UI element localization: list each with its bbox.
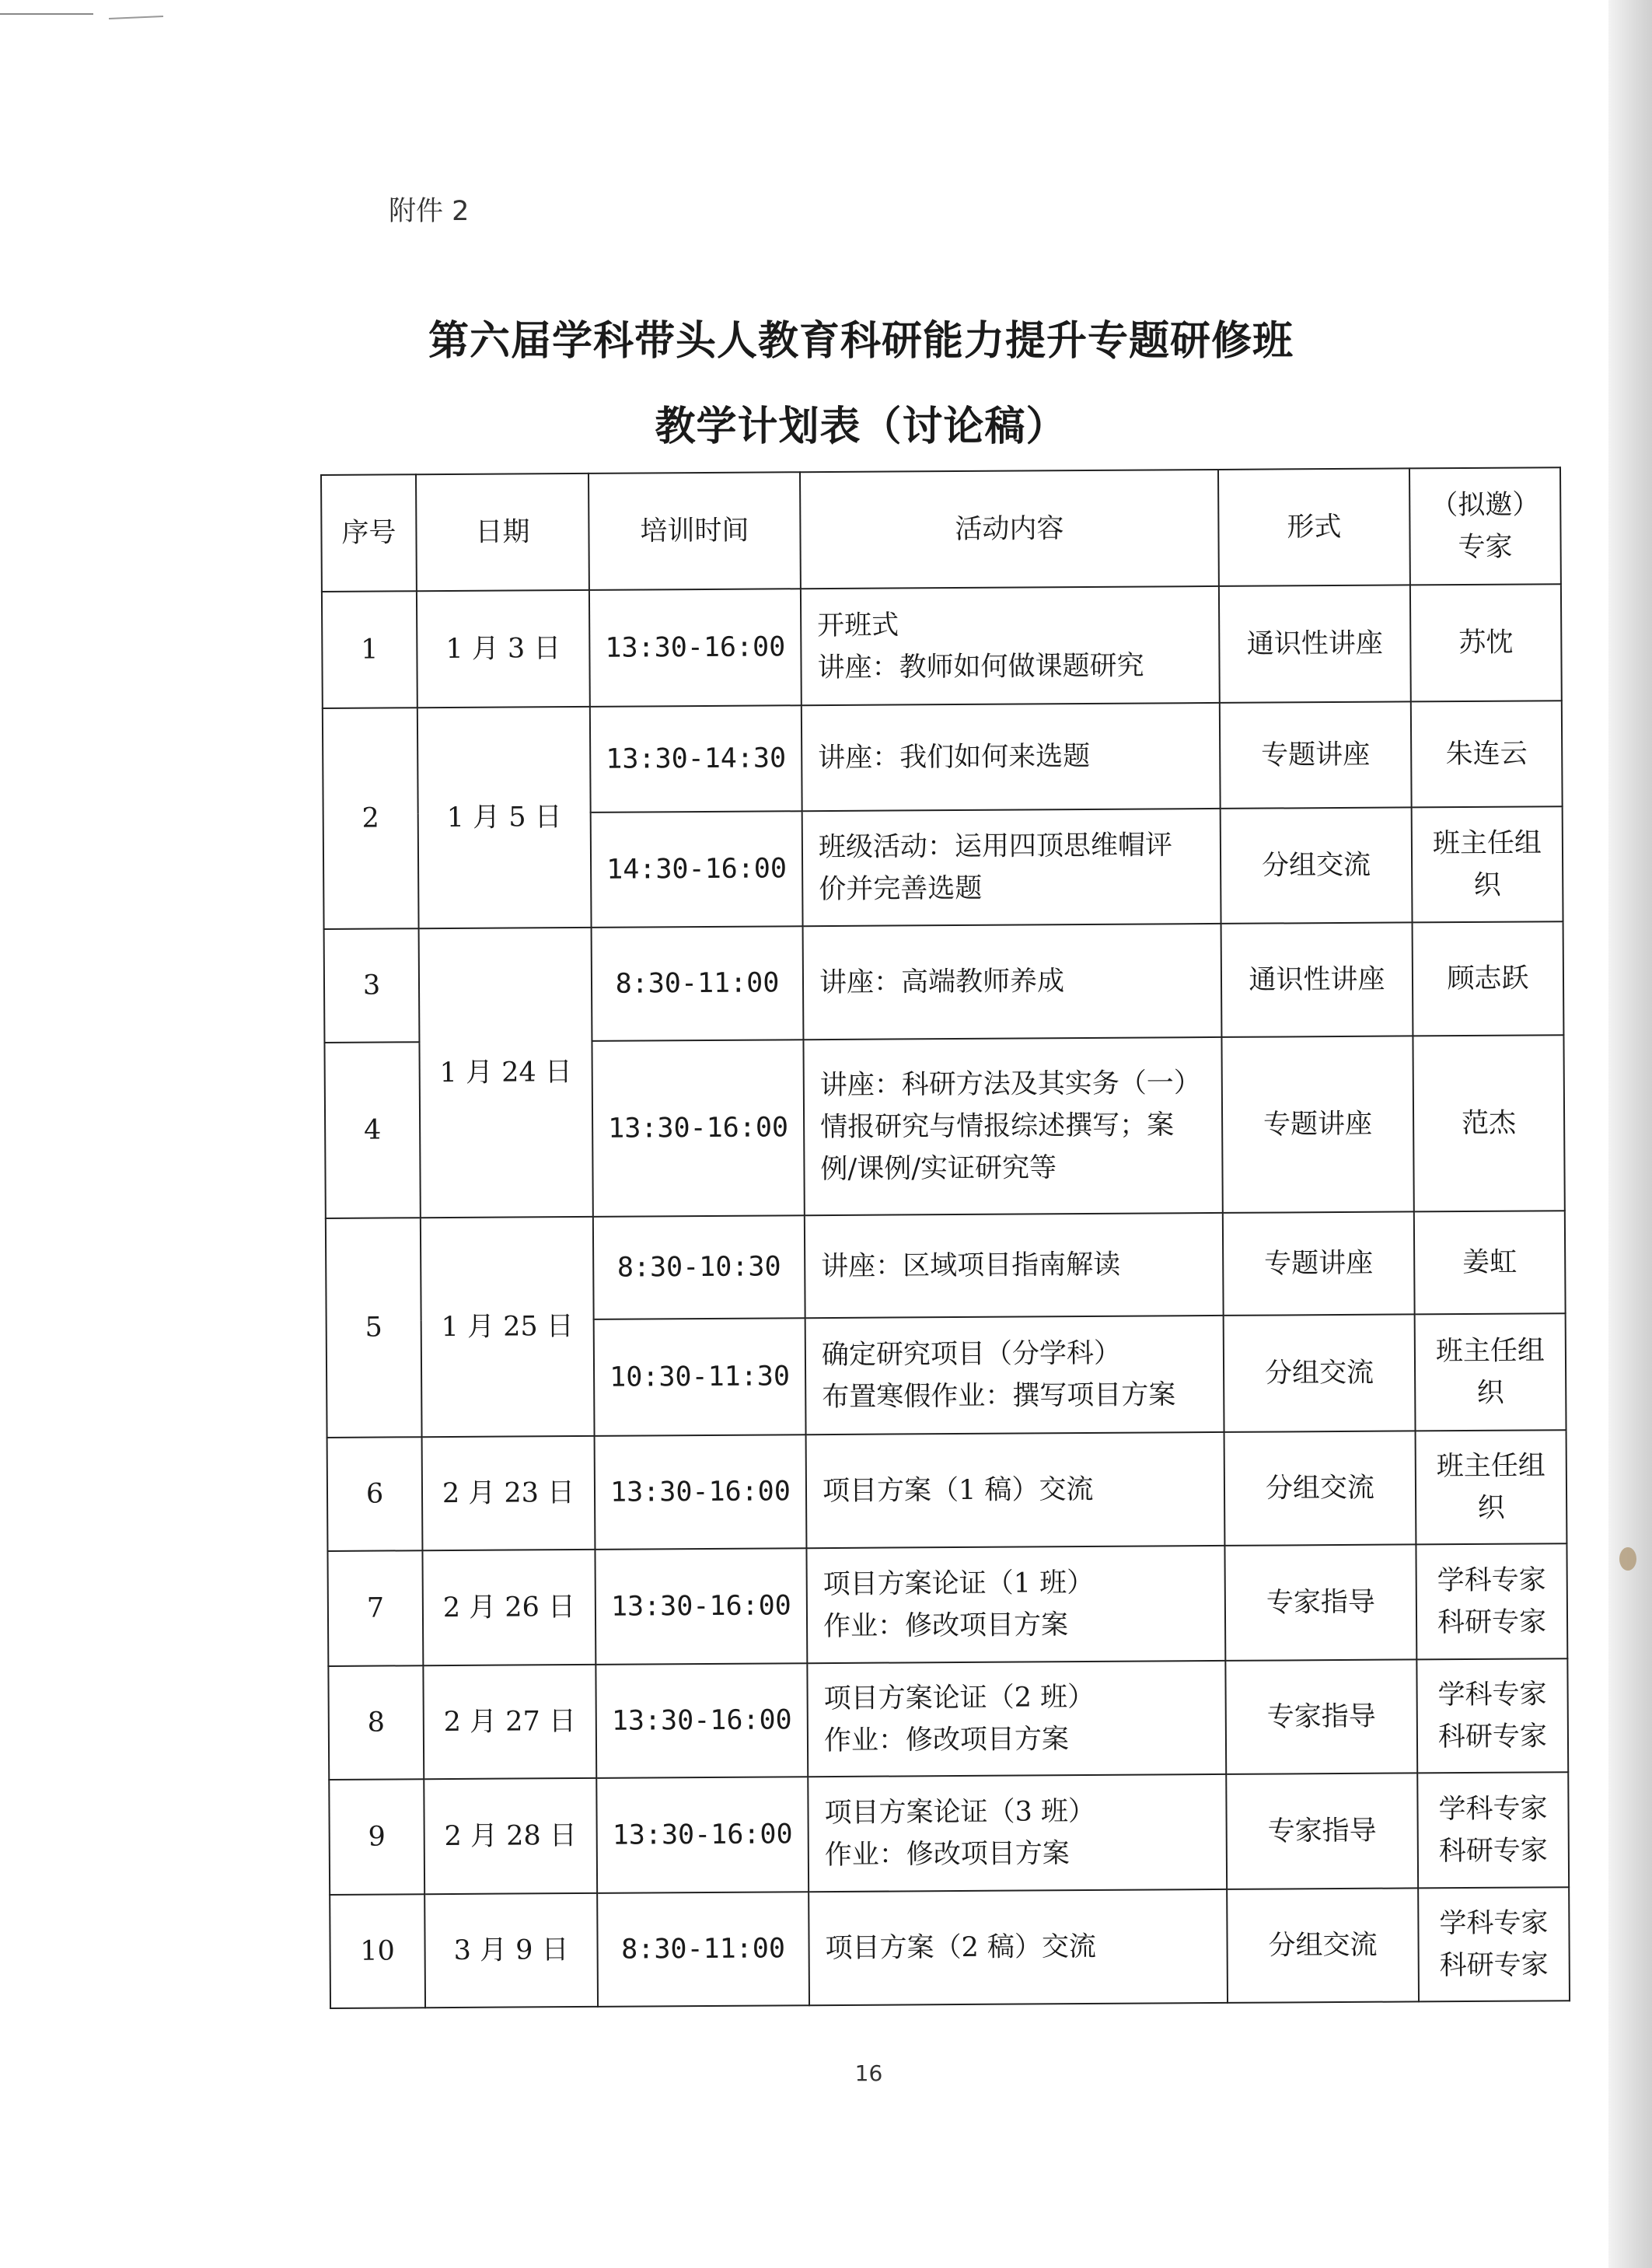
cell-no: 3 — [324, 928, 420, 1043]
cell-content — [806, 1432, 1225, 1548]
cell-form: 分组交流 — [1227, 1888, 1419, 2003]
cell-form: 专家指导 — [1226, 1773, 1418, 1889]
cell-expert — [1418, 1887, 1570, 2001]
expert-line: 科研专家 — [1439, 1949, 1549, 1982]
cell-content — [806, 1546, 1225, 1663]
cell-expert — [1416, 1543, 1567, 1659]
expert-line: 顾志跃 — [1447, 963, 1529, 995]
cell-time: 13:30-16:00 — [596, 1777, 809, 1893]
page-number: 16 — [854, 2060, 883, 2086]
attachment-label: 附件 2 — [389, 196, 470, 227]
header-no: 序号 — [321, 474, 417, 592]
expert-line: 织 — [1473, 869, 1501, 901]
cell-content — [803, 924, 1222, 1040]
cell-time: 13:30-16:00 — [595, 1548, 807, 1665]
content-line: 情报研究与情报综述撰写；案 — [820, 1110, 1175, 1143]
cell-date: 2 月 23 日 — [422, 1436, 595, 1550]
cell-date: 3 月 9 日 — [424, 1893, 598, 2008]
content-line: 项目方案论证（3 班） — [824, 1795, 1096, 1829]
cell-form: 分组交流 — [1224, 1431, 1416, 1546]
header-expert — [1409, 467, 1561, 585]
cell-content — [805, 1316, 1224, 1435]
document-subtitle: 教学计划表（讨论稿） — [655, 404, 1067, 450]
content-line: 例/课例/实证研究等 — [820, 1152, 1057, 1186]
content-line: 讲座：我们如何来选题 — [818, 740, 1091, 774]
cell-time: 13:30-16:00 — [595, 1435, 807, 1550]
cell-date: 1 月 25 日 — [421, 1217, 595, 1437]
content-line: 讲座：区域项目指南解读 — [821, 1249, 1121, 1282]
table-row — [326, 1211, 1566, 1321]
expert-line: 学科专家 — [1439, 1907, 1549, 1939]
cell-no: 6 — [327, 1437, 423, 1551]
cell-no: 1 — [322, 591, 417, 708]
cell-no: 7 — [327, 1550, 423, 1666]
content-line: 项目方案（2 稿）交流 — [825, 1931, 1097, 1964]
expert-line: 科研专家 — [1438, 1835, 1548, 1868]
scan-stain — [1619, 1547, 1636, 1571]
table-header-row — [321, 467, 1561, 592]
cell-date: 1 月 3 日 — [417, 590, 590, 708]
cell-no: 8 — [328, 1665, 424, 1780]
cell-time: 14:30-16:00 — [591, 811, 803, 928]
header-content: 活动内容 — [800, 470, 1219, 589]
expert-line: 姜虹 — [1462, 1246, 1518, 1278]
teaching-plan-table — [320, 467, 1570, 2009]
content-line: 确定研究项目（分学科） — [821, 1337, 1122, 1371]
content-line: 项目方案（1 稿）交流 — [822, 1473, 1094, 1507]
cell-time: 13:30-16:00 — [595, 1663, 808, 1778]
cell-time: 13:30-14:30 — [590, 705, 802, 812]
cell-no: 10 — [330, 1894, 425, 2008]
cell-form: 专题讲座 — [1223, 1211, 1415, 1316]
cell-form: 专家指导 — [1224, 1544, 1416, 1661]
expert-line: 织 — [1476, 1377, 1504, 1409]
cell-time: 10:30-11:30 — [594, 1318, 806, 1436]
cell-no: 5 — [326, 1218, 422, 1438]
content-line: 班级活动：运用四顶思维帽评 — [818, 830, 1173, 863]
table-row — [324, 921, 1564, 1043]
cell-expert — [1411, 701, 1563, 807]
table-row — [327, 1543, 1567, 1666]
cell-expert — [1416, 1430, 1567, 1544]
cell-date: 2 月 28 日 — [424, 1778, 597, 1894]
expert-line: 班主任组 — [1436, 1450, 1545, 1483]
cell-content — [805, 1213, 1224, 1318]
cell-expert — [1413, 921, 1564, 1036]
cell-time: 8:30-11:00 — [592, 926, 804, 1041]
cell-expert — [1410, 584, 1562, 701]
table-row — [323, 701, 1563, 814]
cell-no: 2 — [323, 708, 419, 929]
cell-date: 2 月 26 日 — [422, 1550, 595, 1665]
table-row — [329, 1772, 1569, 1895]
content-line: 项目方案论证（2 班） — [823, 1681, 1095, 1714]
content-line: 讲座：科研方法及其实务（一） — [819, 1067, 1201, 1101]
table-row — [330, 1887, 1570, 2008]
table-row — [328, 1658, 1568, 1780]
cell-content — [808, 1774, 1227, 1892]
content-line: 项目方案论证（1 班） — [823, 1567, 1095, 1600]
cell-expert — [1412, 806, 1563, 922]
cell-expert — [1417, 1772, 1569, 1888]
content-line: 布置寒假作业：撰写项目方案 — [822, 1379, 1176, 1414]
expert-line: 班主任组 — [1435, 1335, 1545, 1368]
cell-expert — [1415, 1313, 1566, 1431]
cell-date: 1 月 24 日 — [419, 928, 593, 1218]
cell-form: 专题讲座 — [1220, 701, 1412, 809]
expert-line: 苏忱 — [1458, 627, 1514, 659]
cell-form: 分组交流 — [1221, 807, 1413, 923]
cell-expert — [1413, 1035, 1564, 1211]
header-form: 形式 — [1218, 468, 1410, 585]
content-line: 作业：修改项目方案 — [823, 1609, 1069, 1643]
cell-content — [803, 1037, 1222, 1215]
cell-time: 13:30-16:00 — [589, 589, 802, 707]
cell-time: 8:30-11:00 — [597, 1892, 809, 2007]
cell-time: 8:30-10:30 — [593, 1215, 805, 1319]
cell-no: 4 — [324, 1042, 420, 1218]
cell-content — [802, 703, 1221, 811]
cell-form: 分组交流 — [1224, 1314, 1416, 1431]
cell-date: 1 月 5 日 — [417, 707, 592, 928]
table-row — [322, 584, 1562, 708]
scan-mark — [0, 8, 179, 23]
expert-line: 科研专家 — [1437, 1721, 1548, 1753]
cell-content — [801, 586, 1220, 705]
cell-form: 专题讲座 — [1221, 1036, 1413, 1212]
expert-line: 科研专家 — [1437, 1606, 1547, 1639]
header-expert-line: 专家 — [1458, 531, 1513, 564]
content-line: 作业：修改项目方案 — [824, 1838, 1070, 1871]
cell-time: 13:30-16:00 — [592, 1040, 804, 1217]
header-time: 培训时间 — [589, 472, 801, 590]
cell-form: 通识性讲座 — [1219, 585, 1411, 702]
header-expert-line: （拟邀） — [1430, 489, 1540, 522]
cell-content — [802, 809, 1221, 926]
cell-date: 2 月 27 日 — [423, 1665, 596, 1779]
expert-line: 织 — [1477, 1492, 1505, 1524]
content-line: 作业：修改项目方案 — [823, 1724, 1070, 1757]
cell-expert — [1416, 1658, 1568, 1773]
cell-no: 9 — [329, 1779, 424, 1895]
content-line: 价并完善选题 — [819, 872, 983, 906]
cell-content — [807, 1661, 1226, 1777]
header-date: 日期 — [416, 474, 589, 591]
content-line: 讲座：高端教师养成 — [819, 966, 1065, 998]
expert-line: 学科专家 — [1437, 1564, 1546, 1596]
content-line: 开班式 — [817, 610, 899, 641]
cell-expert — [1414, 1211, 1566, 1314]
cell-form: 专家指导 — [1225, 1659, 1417, 1774]
expert-line: 班主任组 — [1432, 827, 1542, 860]
expert-line: 朱连云 — [1445, 738, 1528, 771]
expert-line: 学科专家 — [1438, 1793, 1548, 1825]
expert-line: 范杰 — [1461, 1107, 1517, 1139]
document-title: 第六届学科带头人教育科研能力提升专题研修班 — [428, 318, 1294, 365]
content-line: 讲座：教师如何做课题研究 — [817, 650, 1144, 684]
cell-content — [809, 1889, 1228, 2005]
cell-form: 通识性讲座 — [1221, 922, 1413, 1037]
table-row — [327, 1430, 1567, 1551]
expert-line: 学科专家 — [1437, 1679, 1547, 1711]
